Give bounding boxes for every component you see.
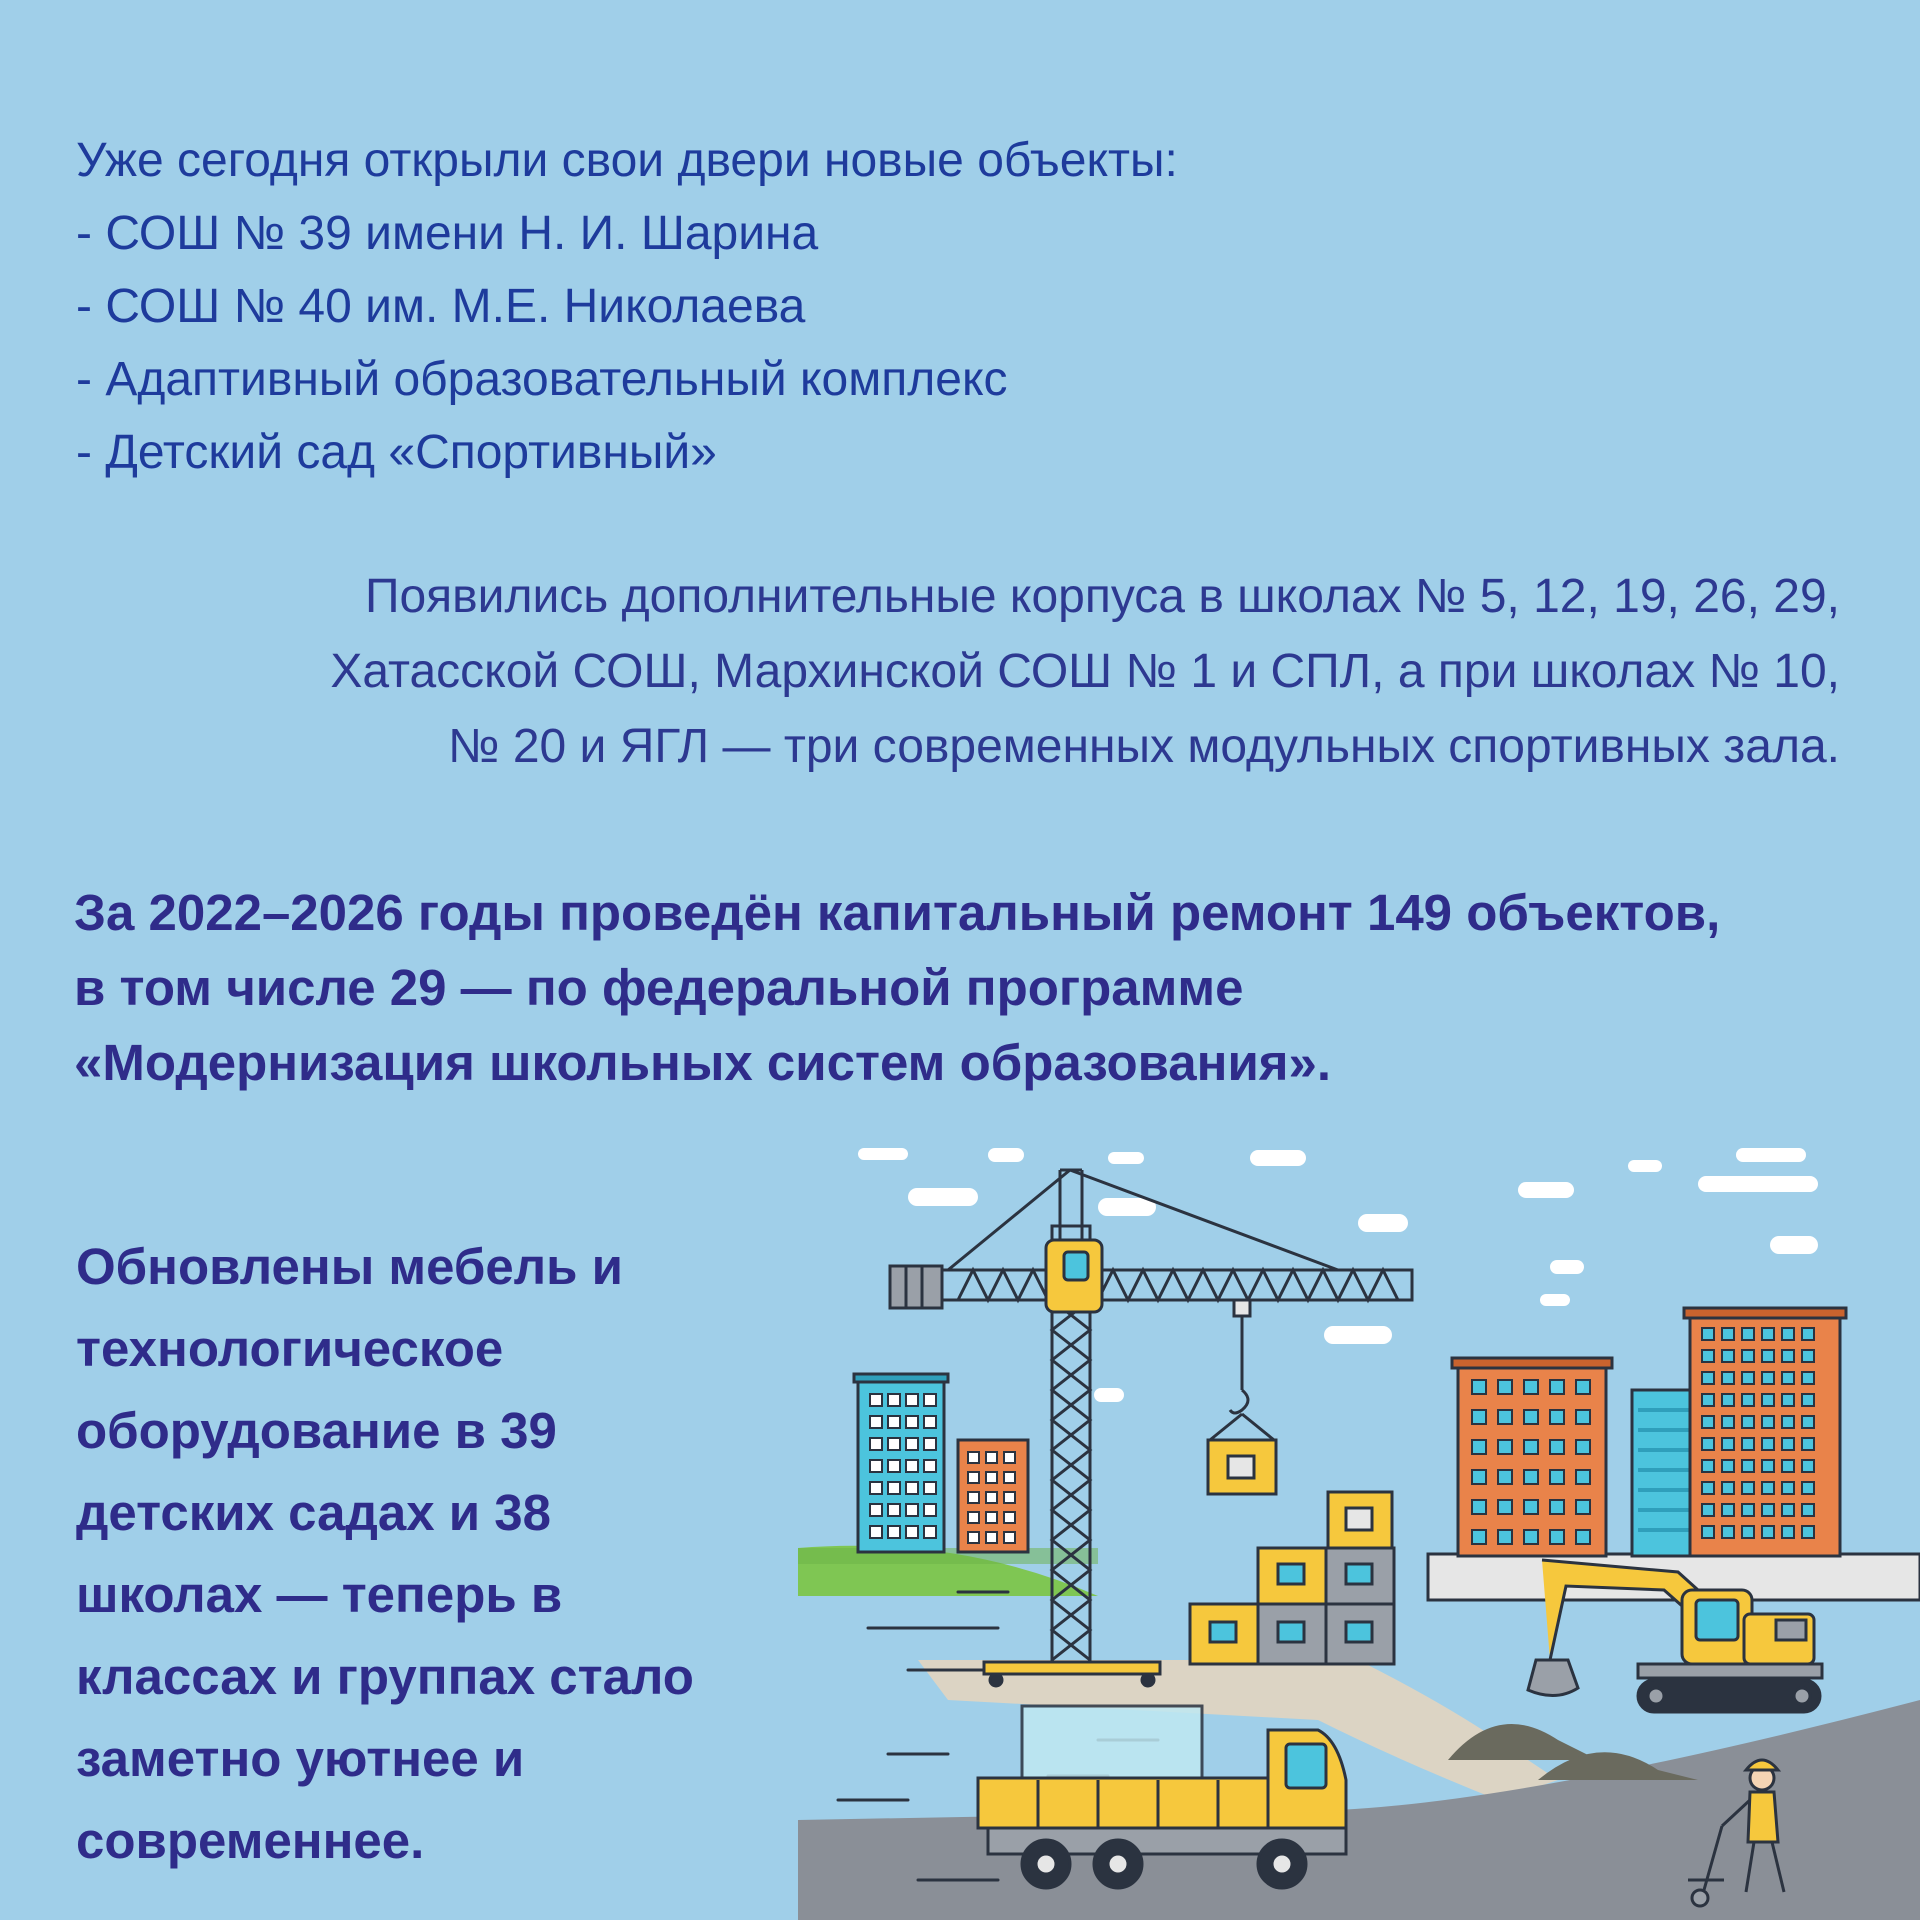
paragraph-line: технологическое: [76, 1320, 504, 1377]
paragraph-line: Появились дополнительные корпуса в школах № 5, 12, 19, 26, 29,: [364, 570, 1840, 623]
list-item: - Адаптивный образовательный комплекс: [76, 353, 1008, 406]
list-item: - СОШ № 39 имени Н. И. Шарина: [76, 207, 819, 260]
orange-building-left: [958, 1440, 1028, 1552]
paragraph-line: Обновлены мебель и: [76, 1238, 623, 1295]
teal-building-left: [854, 1374, 948, 1552]
paragraph-line: № 20 и ЯГЛ — три современных модульных спортивных зала.: [448, 720, 1840, 773]
new-objects-heading: Уже сегодня открыли свои двери новые объекты:: [76, 134, 1178, 187]
orange-building-mid: [1452, 1358, 1612, 1556]
paragraph-line: Хатасской СОШ, Мархинской СОШ № 1 и СПЛ, а при школах № 10,: [330, 645, 1840, 698]
paragraph-line: в том числе 29 — по федеральной программе: [74, 959, 1244, 1016]
paragraph-line: классах и группах стало: [76, 1648, 694, 1705]
furniture-equipment-paragraph: [76, 1226, 736, 1882]
new-objects-list: [76, 124, 1178, 489]
teal-building-right: [1632, 1390, 1698, 1556]
list-item: - СОШ № 40 им. М.Е. Николаева: [76, 280, 806, 333]
capital-repair-paragraph: [74, 875, 1720, 1100]
cargo-blocks: [1190, 1492, 1394, 1664]
paragraph-line: заметно уютнее и: [76, 1730, 525, 1787]
paragraph-line: «Модернизация школьных систем образования».: [74, 1034, 1332, 1091]
additional-buildings-paragraph: [330, 559, 1840, 784]
construction-site-illustration: [798, 1140, 1920, 1920]
paragraph-line: современнее.: [76, 1812, 425, 1869]
paragraph-line: детских садах и 38: [76, 1484, 552, 1541]
paragraph-line: оборудование в 39: [76, 1402, 557, 1459]
orange-building-right: [1684, 1308, 1846, 1556]
paragraph-line: школах — теперь в: [76, 1566, 563, 1623]
list-item: - Детский сад «Спортивный»: [76, 426, 717, 479]
paragraph-line: За 2022–2026 годы проведён капитальный ремонт 149 объектов,: [74, 884, 1721, 941]
